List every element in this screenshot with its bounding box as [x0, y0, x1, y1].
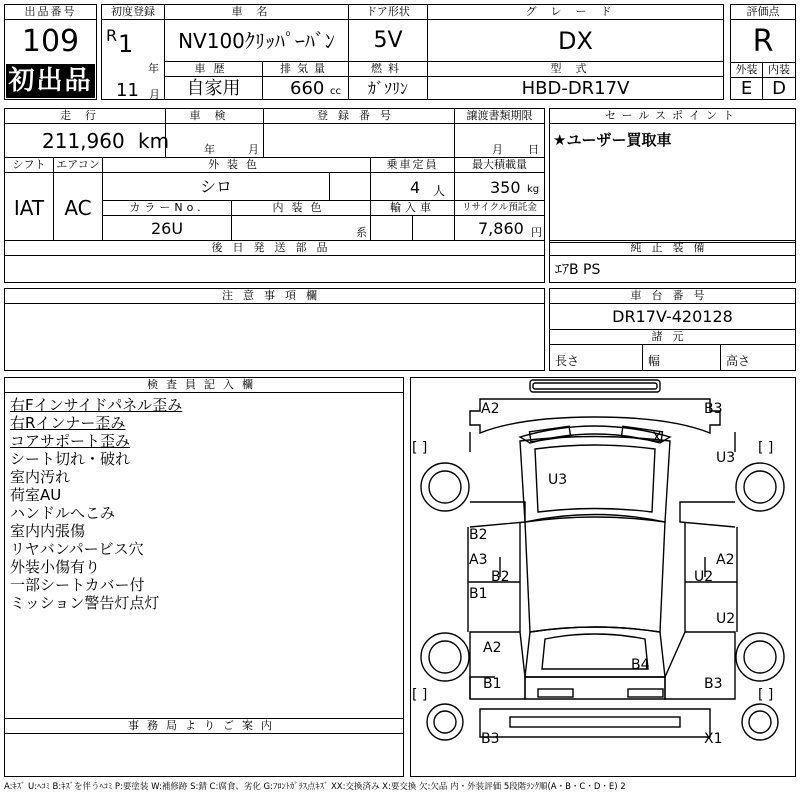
- transfer-day-unit: 日: [528, 143, 539, 156]
- capacity: 4: [410, 178, 421, 197]
- import-sub-box: [412, 215, 455, 241]
- fuel: ｶﾞｿﾘﾝ: [367, 79, 408, 98]
- bracket-mark: [ ]: [412, 687, 428, 703]
- transfer-month-unit: 月: [492, 143, 503, 156]
- inspector-note: 室内汚れ: [10, 468, 71, 486]
- bracket-mark: [ ]: [758, 440, 774, 456]
- inspector-note: 荷室AU: [10, 486, 62, 504]
- history-label: 車歴: [164, 61, 263, 77]
- sales-point-text: ★ユーザー買取車: [553, 131, 672, 149]
- capacity-label: 乗車定員: [370, 157, 455, 173]
- genuine-equipment-label: 純正装備: [549, 240, 796, 256]
- damage-mark: B3: [704, 676, 723, 692]
- first-reg-year: 1: [118, 30, 134, 58]
- dims-width-label: 幅: [648, 354, 661, 368]
- damage-mark: A2: [481, 401, 500, 417]
- inspector-note: リヤバンパービス穴: [10, 540, 144, 558]
- damage-mark: U2: [694, 569, 714, 585]
- damage-mark: B4: [631, 657, 650, 673]
- chassis-number: DR17V-420128: [612, 307, 733, 326]
- inspector-note: 右Fインサイドパネル歪み: [10, 396, 183, 414]
- door-type: 5V: [373, 28, 403, 53]
- displacement-label: 排気量: [262, 61, 349, 77]
- mileage: 211,960: [42, 129, 125, 153]
- dims-label: 諸元: [549, 329, 796, 345]
- recycle-fee: 7,860: [478, 219, 524, 238]
- shift-label: シフト: [4, 157, 54, 173]
- model-label: 型式: [427, 61, 724, 77]
- color-no: 26U: [150, 219, 184, 238]
- dims-height-label: 高さ: [726, 354, 751, 368]
- color-no-label: カラーNo.: [102, 200, 232, 216]
- first-reg-era: R: [106, 26, 118, 45]
- inspection-label: 車検: [165, 108, 264, 124]
- inspector-note: 一部シートカバー付: [10, 576, 145, 594]
- damage-mark: A3: [469, 552, 488, 568]
- door-label: ドア形状: [348, 4, 428, 20]
- inspection-year-unit: 年: [204, 143, 215, 156]
- damage-mark: X1: [704, 731, 723, 747]
- bracket-mark: [ ]: [758, 687, 774, 703]
- score-label: 評価点: [730, 4, 796, 20]
- model-code: HBD-DR17V: [521, 78, 630, 99]
- inspector-note: 右Rインナー歪み: [10, 414, 126, 432]
- genuine-equipment: ｴｱB PS: [555, 262, 601, 278]
- int-color-label: 内装色: [231, 200, 371, 216]
- ac-label: エアコン: [53, 157, 103, 173]
- damage-mark: A2: [483, 640, 502, 656]
- chassis-label: 車台番号: [549, 288, 796, 304]
- first-reg-month-unit: 月: [149, 88, 160, 101]
- int-color-suffix: 系: [356, 226, 367, 239]
- car-name-label: 車名: [164, 4, 349, 20]
- color-sub-box: [329, 172, 371, 201]
- inspector-note: ミッション警告灯点灯: [10, 594, 160, 612]
- recycle-label: リサイクル預託金: [454, 200, 545, 216]
- first-listing-badge: 初出品: [6, 64, 95, 98]
- damage-mark: B1: [469, 586, 488, 602]
- damage-mark: A2: [716, 552, 735, 568]
- history: 自家用: [186, 78, 241, 99]
- max-load: 350: [490, 178, 521, 197]
- max-load-unit: kg: [527, 184, 540, 195]
- mileage-label: 走行: [4, 108, 166, 124]
- color-label: 外装色: [102, 157, 371, 173]
- lot-number-label: 出品番号: [4, 4, 97, 20]
- damage-mark: B2: [491, 569, 510, 585]
- exterior-score: E: [740, 78, 753, 99]
- damage-mark: U3: [548, 472, 568, 488]
- bracket-mark: [ ]: [412, 440, 428, 456]
- recycle-unit: 円: [531, 226, 542, 239]
- grade-label: グレード: [427, 4, 724, 20]
- max-load-label: 最大積載量: [454, 157, 545, 173]
- damage-mark: B3: [481, 731, 500, 747]
- car-diagram: [410, 377, 796, 777]
- grade: DX: [558, 27, 593, 55]
- inspection-month-unit: 月: [248, 143, 259, 156]
- damage-mark: U3: [716, 450, 736, 466]
- damage-mark: X: [652, 430, 662, 446]
- damage-mark: B3: [704, 401, 723, 417]
- ac: AC: [64, 196, 92, 220]
- sales-point-label: セールスポイント: [549, 108, 796, 124]
- reg-number-label: 登録番号: [263, 108, 455, 124]
- first-reg-year-unit: 年: [148, 62, 159, 75]
- inspector-note: ハンドルへこみ: [10, 504, 116, 522]
- displacement: 660: [290, 78, 325, 99]
- inspector-note: シート切れ・破れ: [10, 450, 131, 468]
- transfer-label: 譲渡書類期限: [454, 108, 545, 124]
- damage-mark: B2: [469, 527, 488, 543]
- import-label: 輸入車: [370, 200, 455, 216]
- inspector-note: 外装小傷有り: [10, 558, 101, 576]
- legend-footer: A:ｷｽﾞ U:ﾍｺﾐ B:ｷｽﾞを伴うﾍｺﾐ P:要塗装 W:補修跡 S:錆 C:腐食、劣化 G:ﾌﾛﾝﾄｶﾞﾗｽ点ｷｽﾞ XX:交換済み X:要交換 欠:欠品 内・外装評価 5段階ﾗﾝｸ順(A・B・C・D・E) 2: [4, 782, 626, 792]
- later-parts-label: 後日発送部品: [4, 240, 545, 256]
- inspector-label: 検査員記入欄: [4, 377, 404, 393]
- capacity-unit: 人: [433, 184, 446, 198]
- office-label: 事務局よりご案内: [4, 718, 404, 734]
- damage-mark: B1: [483, 676, 502, 692]
- inspector-note: コアサポート歪み: [10, 432, 131, 450]
- inspector-note: 室内内張傷: [10, 522, 86, 540]
- dims-length-label: 長さ: [555, 354, 580, 368]
- car-name: NV100ｸﾘｯﾊﾟｰﾊﾞﾝ: [178, 29, 335, 53]
- interior-score: D: [772, 78, 786, 99]
- mileage-unit: km: [138, 129, 170, 153]
- damage-mark: U2: [716, 611, 736, 627]
- exterior-label: 外装: [730, 62, 763, 78]
- lot-number: 109: [21, 24, 80, 59]
- body-color: シロ: [199, 177, 232, 196]
- inspector-notes: [10, 396, 400, 612]
- interior-label: 内装: [762, 62, 796, 78]
- displacement-unit: cc: [330, 86, 341, 97]
- first-reg-label: 初度登録: [101, 4, 165, 20]
- first-reg-month: 11: [116, 80, 139, 101]
- fuel-label: 燃料: [348, 61, 428, 77]
- caution-label: 注意事項欄: [4, 288, 545, 304]
- overall-score: R: [752, 24, 774, 59]
- shift: IAT: [13, 196, 45, 220]
